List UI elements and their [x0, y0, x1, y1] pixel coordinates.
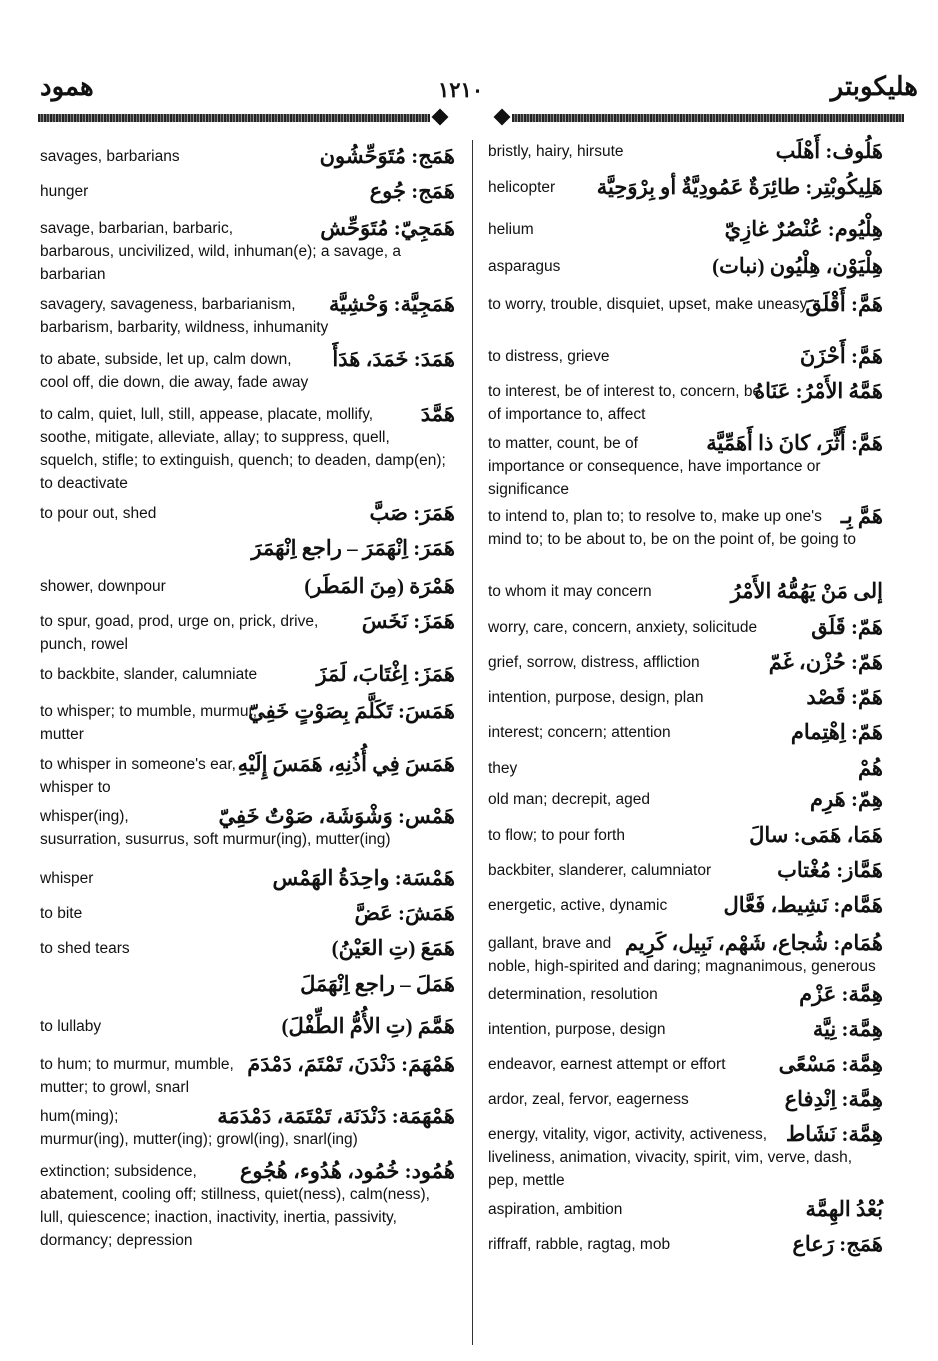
english-definition: energy, vitality, vigor, activity, activeness, liveliness, animation, vivacity, spirit, vim, verve, dash, pep, mettle	[488, 1123, 883, 1192]
arabic-headword: هَمّ: حُزْن، غَمّ	[768, 650, 883, 674]
english-definition: to distress, grieve	[488, 348, 610, 365]
arabic-headword: هَمَزَ: اِغْتَابَ، لَمَزَ	[316, 662, 455, 686]
arabic-headword: هَمَرَ: صَبَّ	[369, 501, 455, 525]
entry	[40, 663, 455, 686]
entry	[40, 1105, 455, 1151]
entry	[488, 505, 883, 551]
arabic-headword: هَمَرَ: اِنْهَمَرَ – راجع اِنْهَمَرَ	[251, 536, 455, 560]
arabic-headword: هَمَسَ: تَكَلَّمَ بِصَوْتٍ خَفِيّ	[248, 699, 455, 723]
arabic-headword: هَمَّهُ الأَمْرُ: عَنَاهُ	[754, 379, 883, 403]
english-definition: determination, resolution	[488, 986, 658, 1003]
english-definition: helium	[488, 221, 534, 238]
arabic-headword: هَمَج: رَعاع	[792, 1232, 883, 1256]
entry	[488, 1198, 883, 1221]
english-definition: to abate, subside, let up, calm down, cool off, die down, die away, fade away	[40, 348, 450, 394]
entry	[40, 145, 455, 168]
english-definition: to bite	[40, 905, 83, 922]
arabic-headword: هَمَزَ: نَخَسَ	[361, 609, 455, 633]
english-definition: to shed tears	[40, 940, 130, 957]
entry	[488, 824, 883, 847]
arabic-headword: هَمَا، هَمَى: سالَ	[749, 823, 883, 847]
entry	[40, 502, 455, 525]
arabic-headword: بُعْدُ الهِمَّة	[805, 1197, 883, 1221]
arabic-headword: هَمْس: وَشْوَشَة، صَوْتٌ خَفِيّ	[218, 804, 455, 828]
entry	[488, 686, 883, 709]
arabic-headword: إلى مَنْ يَهُمُّهُ الأَمْرُ	[730, 579, 883, 603]
arabic-headword: هِمَّة: اِنْدِفاع	[784, 1087, 883, 1111]
arabic-headword: هَمَّ: أَحْزَنَ	[799, 344, 883, 368]
entry	[40, 575, 455, 598]
entry	[40, 867, 455, 890]
entry	[488, 721, 883, 744]
arabic-headword: هَمْهَمَة: دَنْدَنَة، تَمْتَمَة، دَمْدَمَة	[217, 1104, 455, 1128]
english-definition: to calm, quiet, lull, still, appease, placate, mollify, soothe, mitigate, alleviate, allay; to suppress, quell, squelch, stifle; to extinguish, quench; to deaden, damp(en); to deactivate	[40, 403, 450, 495]
english-definition: aspiration, ambition	[488, 1201, 623, 1218]
arabic-headword: هَمَّام: نَشِيط، فَعَّال	[723, 893, 883, 917]
english-definition: whisper	[40, 870, 94, 887]
english-definition: intention, purpose, design	[488, 1021, 666, 1038]
english-definition: endeavor, earnest attempt or effort	[488, 1056, 726, 1073]
arabic-headword: هَمْهَمَ: دَنْدَنَ، تَمْتَمَ، دَمْدَمَ	[247, 1052, 455, 1076]
english-definition: grief, sorrow, distress, affliction	[488, 654, 700, 671]
entry	[40, 1053, 455, 1099]
entry	[488, 1123, 883, 1192]
entry	[40, 180, 455, 203]
entry	[488, 218, 883, 241]
arabic-headword: هَمْرَة (مِنَ المَطَر)	[304, 574, 455, 598]
entry	[40, 1160, 455, 1252]
header-band-right	[492, 110, 904, 124]
entry	[488, 345, 883, 368]
english-definition: gallant, brave and noble, high-spirited and daring; magnanimous, generous	[488, 932, 883, 978]
entry	[40, 700, 455, 746]
arabic-headword: هَمَشَ: عَضَّ	[354, 901, 455, 925]
entry	[488, 176, 883, 199]
header-band-left	[38, 110, 448, 124]
english-definition: backbiter, slanderer, calumniator	[488, 862, 712, 879]
entry	[488, 757, 883, 780]
arabic-headword: هَلِيكُوبْتِر: طائِرَةٌ عَمُودِيَّةٌ أو بِرْوَحِيَّة	[596, 175, 883, 199]
entry	[40, 217, 455, 286]
guide-word-right: هليكوبتر	[830, 72, 918, 101]
arabic-headword: هُمُود: خُمُود، هُدُوء، هُجُوع	[239, 1159, 455, 1183]
entry	[40, 348, 455, 394]
arabic-headword: هَمَجِيَّة: وَحْشِيَّة	[328, 292, 455, 316]
arabic-headword: هِلْيَوْن، هِلْيُون (نبات)	[712, 254, 883, 278]
english-definition: to hum; to murmur, mumble, mutter; to growl, snarl	[40, 1053, 450, 1099]
entry	[488, 1233, 883, 1256]
entry	[488, 293, 883, 316]
entry	[488, 788, 883, 811]
english-definition: to intend to, plan to; to resolve to, make up one's mind to; to be about to, be on the point of, be going to	[488, 505, 883, 551]
arabic-headword: هَمَّاز: مُغْتاب	[777, 858, 883, 882]
arabic-headword: هَمَّ: أَثَّرَ، كانَ ذا أَهَمِّيَّة	[706, 431, 883, 455]
entry	[40, 403, 455, 495]
arabic-headword: هَمَّمَ (تِ الأُمُّ الطِّفْلَ)	[281, 1014, 455, 1038]
english-definition: shower, downpour	[40, 578, 166, 595]
english-definition: whisper(ing), susurration, susurrus, soft murmur(ing), mutter(ing)	[40, 805, 450, 851]
english-definition: intention, purpose, design, plan	[488, 689, 704, 706]
arabic-headword: هِمَّة: نَشَاط	[785, 1122, 883, 1146]
arabic-headword: هَلُوف: أَهْلَب	[775, 139, 883, 163]
entry	[488, 380, 883, 426]
english-definition: savagery, savageness, barbarianism, barbarism, barbarity, wildness, inhumanity	[40, 293, 450, 339]
entry	[40, 937, 455, 960]
english-definition: hunger	[40, 183, 89, 200]
arabic-headword: هِمَّة: عَزْم	[799, 982, 883, 1006]
entry	[488, 1088, 883, 1111]
arabic-headword: هَمّ: قَلَق	[811, 615, 883, 639]
english-definition: asparagus	[488, 258, 561, 275]
arabic-headword: هِمَّة: نِيَّة	[812, 1017, 883, 1041]
english-definition: to backbite, slander, calumniate	[40, 666, 258, 683]
english-definition: to whom it may concern	[488, 583, 652, 600]
arabic-headword: هُمْ	[857, 756, 883, 780]
english-definition: they	[488, 760, 518, 777]
english-definition: old man; decrepit, aged	[488, 791, 650, 808]
english-definition: helicopter	[488, 179, 556, 196]
arabic-headword: هَمّ: اِهْتِمام	[790, 720, 883, 744]
english-definition: to worry, trouble, disquiet, upset, make uneasy	[488, 296, 808, 313]
arabic-headword: هَمّ: قَصْد	[806, 685, 883, 709]
entry	[488, 1053, 883, 1076]
arabic-headword: هَمَسَ فِي أُذُنِهِ، هَمَسَ إِلَيْهِ	[237, 752, 455, 776]
english-definition: to matter, count, be of importance or consequence, have importance or significance	[488, 432, 883, 501]
arabic-headword: هَمَدَ: خَمَدَ، هَدَأَ	[332, 347, 455, 371]
entry	[488, 140, 883, 163]
english-definition: to whisper; to mumble, murmur, mutter	[40, 703, 258, 743]
english-definition: ardor, zeal, fervor, eagerness	[488, 1091, 689, 1108]
english-definition: extinction; subsidence, abatement, cooling off; stillness, quiet(ness), calm(ness), lull, quiescence; inaction, inactivity, inertia, passivity, dormancy; depression	[40, 1160, 450, 1252]
entry	[488, 616, 883, 639]
entry	[40, 610, 455, 656]
diamond-ornament	[494, 109, 511, 126]
entry	[40, 1015, 455, 1038]
english-definition: to whisper in someone's ear, whisper to	[40, 756, 236, 796]
arabic-headword: هُمَام: شُجاع، شَهْم، نَبِيل، كَرِيم	[624, 931, 883, 955]
arabic-headword: هَمْسَة: واحِدَةُ الهَمْس	[272, 866, 455, 890]
entry	[488, 580, 883, 603]
arabic-headword: هَمَّ بِـ	[840, 504, 883, 528]
arabic-headword: هَمَج: مُتَوَحِّشُون	[319, 144, 455, 168]
arabic-headword: هِمَّة: مَسْعًى	[778, 1052, 883, 1076]
arabic-headword: هِلْيُوم: عُنْصُرٌ غازِيّ	[724, 217, 883, 241]
entry	[488, 1018, 883, 1041]
english-definition: to lullaby	[40, 1018, 102, 1035]
arabic-headword: هَمَلَ – راجع اِنْهَمَلَ	[300, 972, 455, 996]
english-definition: to pour out, shed	[40, 505, 157, 522]
entry	[488, 983, 883, 1006]
entry	[40, 805, 455, 851]
english-definition: to spur, goad, prod, urge on, prick, drive, punch, rowel	[40, 610, 450, 656]
arabic-headword: هَمَعَ (تِ العَيْنُ)	[331, 936, 455, 960]
english-definition: to flow; to pour forth	[488, 827, 625, 844]
english-definition: to interest, be of interest to, concern, be of importance to, affect	[488, 383, 762, 423]
entry	[40, 902, 455, 925]
arabic-headword: هِمّ: هَرِم	[810, 787, 883, 811]
entry	[488, 651, 883, 674]
entry	[488, 894, 883, 917]
arabic-headword: هَمَج: جُوع	[369, 179, 455, 203]
entry	[488, 255, 883, 278]
arabic-headword: هَمَّدَ	[420, 402, 455, 426]
english-definition: worry, care, concern, anxiety, solicitude	[488, 619, 758, 636]
guide-word-left: همود	[40, 72, 94, 101]
english-definition: hum(ming); murmur(ing), mutter(ing); growl(ing), snarl(ing)	[40, 1105, 450, 1151]
page-number: ١٢١٠	[438, 78, 484, 102]
arabic-headword: هَمَّ: أَقْلَقَ	[805, 292, 883, 316]
entry	[488, 432, 883, 501]
english-definition: energetic, active, dynamic	[488, 897, 668, 914]
entry	[488, 859, 883, 882]
arabic-headword: هَمَجِيّ: مُتَوَحِّش	[320, 216, 455, 240]
english-definition: bristly, hairy, hirsute	[488, 143, 624, 160]
entry	[40, 753, 455, 799]
english-definition: savages, barbarians	[40, 148, 180, 165]
english-definition: savage, barbarian, barbaric, barbarous, uncivilized, wild, inhuman(e); a savage, a barbarian	[40, 217, 450, 286]
english-definition: riffraff, rabble, ragtag, mob	[488, 1236, 671, 1253]
diamond-ornament	[432, 109, 449, 126]
english-definition: interest; concern; attention	[488, 724, 671, 741]
entry	[40, 293, 455, 339]
entry	[488, 932, 883, 978]
column-divider	[472, 140, 473, 1345]
